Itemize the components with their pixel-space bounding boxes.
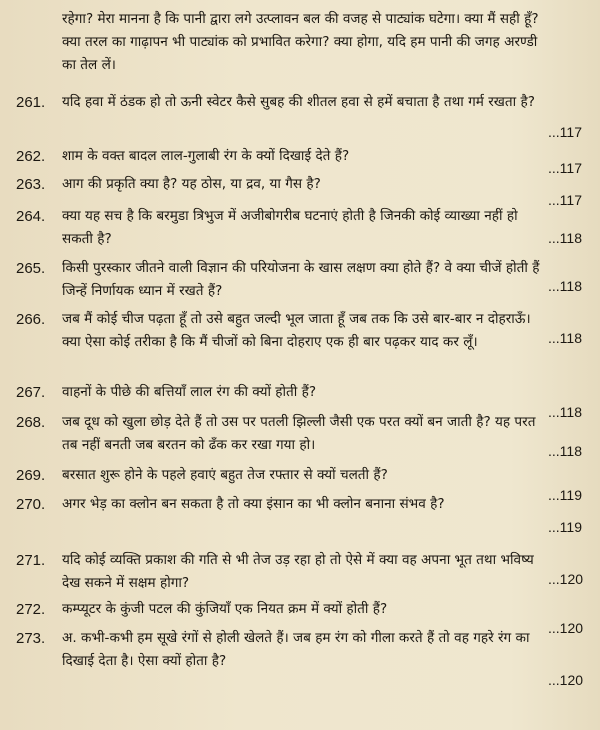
entry-question: वाहनों के पीछे की बत्तियाँ लाल रंग की क्यों होती हैं? xyxy=(62,384,317,400)
entry-number: 270. xyxy=(16,496,46,513)
entry-question: कम्प्यूटर के कुंजी पटल की कुंजियाँ एक नियत क्रम में क्यों होती हैं? xyxy=(62,601,388,617)
entry-number: 271. xyxy=(16,552,46,569)
entry-page-ref: ...118 xyxy=(548,230,582,246)
entry-page-ref: ...117 xyxy=(548,124,582,140)
entry-number: 262. xyxy=(16,148,46,165)
entry-question: जब दूध को खुला छोड़ देते हैं तो उस पर पतली झिल्ली जैसी एक परत क्यों बन जाती है? यह परत तब नहीं बनती जब बरतन को ढँक कर रखा गया हो। xyxy=(62,414,536,453)
entry-number: 263. xyxy=(16,176,46,193)
entry-number: 273. xyxy=(16,630,46,647)
entry-page-ref: ...119 xyxy=(548,519,582,535)
entry-page-ref: ...118 xyxy=(548,404,582,420)
entry-number: 272. xyxy=(16,601,46,618)
entry-page-ref: ...118 xyxy=(548,443,582,459)
entry-number: 264. xyxy=(16,208,46,225)
entry-question: यदि हवा में ठंडक हो तो ऊनी स्वेटर कैसे सुबह की शीतल हवा से हमें बचाता है तथा गर्म रखता है? xyxy=(62,94,535,110)
entry-number: 266. xyxy=(16,311,46,328)
continued-paragraph: रहेगा? मेरा मानना है कि पानी द्वारा लगे उत्प्लावन बल की वजह से पाट्यांक घटेगा। क्या मैं सही हूँ? क्या तरल का गाढ़ापन भी पाट्यांक को प्रभावित करेगा? क्या होगा, यदि हम पानी की जगह अरण्डी का तेल लें। xyxy=(62,11,539,73)
entry-number: 268. xyxy=(16,414,46,431)
entry-number: 261. xyxy=(16,94,46,111)
entry-page-ref: ...120 xyxy=(548,620,584,636)
entry-page-ref: ...119 xyxy=(548,487,582,503)
entry-page-ref: ...117 xyxy=(548,192,582,208)
entry-question: शाम के वक्त बादल लाल-गुलाबी रंग के क्यों दिखाई देते हैं? xyxy=(62,148,350,164)
entry-question: आग की प्रकृति क्या है? यह ठोस, या द्रव, या गैस है? xyxy=(62,176,321,192)
entry-question: जब मैं कोई चीज पढ़ता हूँ तो उसे बहुत जल्दी भूल जाता हूँ जब तक कि उसे बार-बार न दोहराऊँ। क्या ऐसा कोई तरीका है कि मैं चीजों को बिना दोहराए एक ही बार पढ़कर याद कर लूँ। xyxy=(62,311,531,350)
entry-question: अ. कभी-कभी हम सूखे रंगों से होली खेलते हैं। जब हम रंग को गीला करते हैं तो वह गहरे रंग का दिखाई देता है। ऐसा क्यों होता है? xyxy=(62,630,530,669)
entry-number: 267. xyxy=(16,384,46,401)
entry-page-ref: ...120 xyxy=(548,571,584,587)
entry-question: किसी पुरस्कार जीतने वाली विज्ञान की परियोजना के खास लक्षण क्या होते हैं? वे क्या चीजें होती हैं जिन्हें निर्णायक ध्यान में रखते हैं? xyxy=(62,260,540,299)
entry-question: क्या यह सच है कि बरमुडा त्रिभुज में अजीबोगरीब घटनाएं होती है जिनकी कोई व्याख्या नहीं हो सकती है? xyxy=(62,208,518,247)
entry-question: बरसात शुरू होने के पहले हवाएं बहुत तेज रफ्तार से क्यों चलती हैं? xyxy=(62,467,388,483)
entry-question: अगर भेड़ का क्लोन बन सकता है तो क्या इंसान का भी क्लोन बनाना संभव है? xyxy=(62,496,445,512)
entry-page-ref: ...118 xyxy=(548,278,582,294)
entry-number: 265. xyxy=(16,260,46,277)
entry-page-ref: ...120 xyxy=(548,672,584,688)
entry-page-ref: ...117 xyxy=(548,160,582,176)
entry-page-ref: ...118 xyxy=(548,330,582,346)
entry-number: 269. xyxy=(16,467,46,484)
entry-question: यदि कोई व्यक्ति प्रकाश की गति से भी तेज उड़ रहा हो तो ऐसे में क्या वह अपना भूत तथा भविष्य देख सकने में सक्षम होगा? xyxy=(62,552,534,591)
